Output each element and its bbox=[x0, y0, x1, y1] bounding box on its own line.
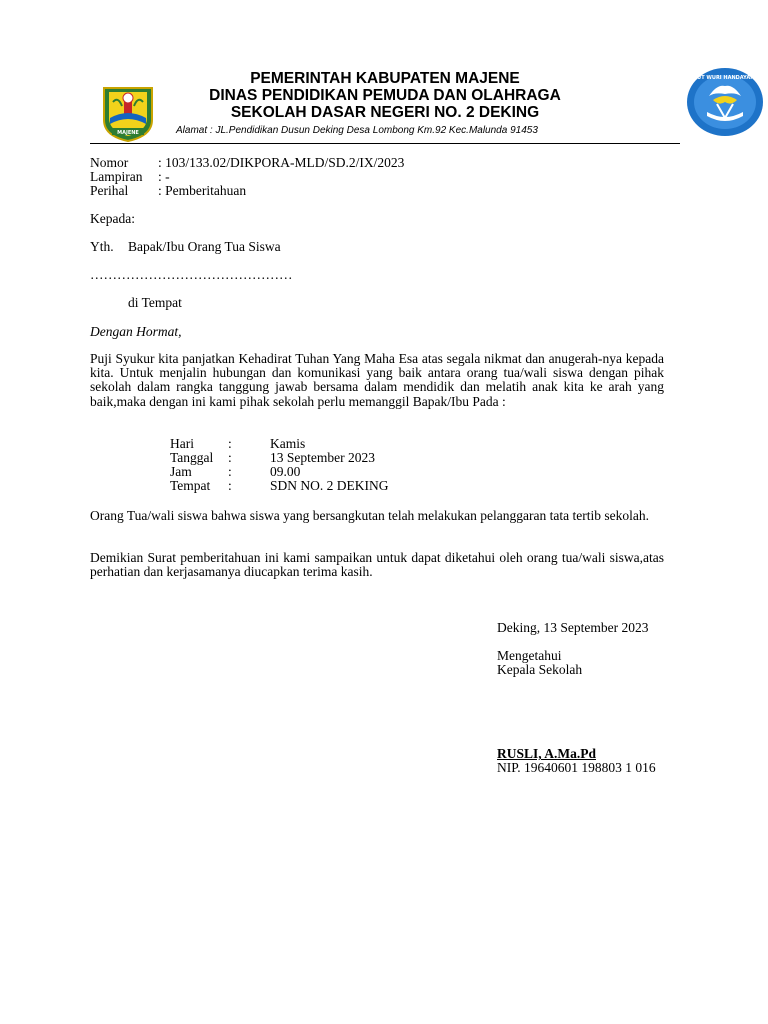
kepada-label: Kepada: bbox=[90, 211, 135, 226]
schedule-colon: : bbox=[228, 464, 232, 479]
place-date: Deking, 13 September 2023 bbox=[497, 620, 649, 635]
perihal-value: : Pemberitahuan bbox=[158, 183, 247, 198]
recipient-name: Bapak/Ibu Orang Tua Siswa bbox=[128, 239, 281, 254]
schedule-label: Jam bbox=[170, 464, 192, 479]
schedule-label: Tanggal bbox=[170, 450, 214, 465]
tut-wuri-handayani-logo bbox=[685, 66, 765, 138]
schedule-value: 09.00 bbox=[270, 464, 301, 479]
logo-text: MAJENE bbox=[117, 130, 139, 136]
schedule-colon: : bbox=[228, 450, 232, 465]
letterhead-address: Alamat : JL.Pendidikan Dusun Deking Desa Lombong Km.92 Kec.Malunda 91453 bbox=[176, 125, 538, 136]
di-tempat: di Tempat bbox=[128, 295, 182, 310]
signer-position: Kepala Sekolah bbox=[497, 662, 583, 677]
recipient-dots: ……………………………………… bbox=[90, 267, 293, 282]
schedule-label: Hari bbox=[170, 436, 194, 451]
schedule-value: Kamis bbox=[270, 436, 306, 451]
signer-name: RUSLI, A.Ma.Pd bbox=[497, 746, 597, 761]
paragraph-opening: Puji Syukur kita panjatkan Kehadirat Tuhan Yang Maha Esa atas segala nikmat dan anugerah-nya kepada kita. Untuk menjalin hubungan dan komunikasi yang baik antara orang tua/wali siswa dengan pihak sekolah dalam rangka tanggung jawab bersama dalam mendidik dan melatih anak kita ke arah yang baik,maka dengan ini kami pihak sekolah perlu memanggil Bapak/Ibu Pada : bbox=[90, 351, 664, 409]
majene-regency-emblem-logo bbox=[100, 84, 156, 142]
schedule-colon: : bbox=[228, 478, 232, 493]
schedule-colon: : bbox=[228, 436, 232, 451]
paragraph-violation: Orang Tua/wali siswa bahwa siswa yang bersangkutan telah melakukan pelanggaran tata tertib sekolah. bbox=[90, 508, 649, 523]
paragraph-closing: Demikian Surat pemberitahuan ini kami sampaikan untuk dapat diketahui oleh orang tua/wali siswa,atas perhatian dan kerjasamanya diucapkan terima kasih. bbox=[90, 550, 664, 580]
yth-label: Yth. bbox=[90, 239, 114, 254]
logo-text: TUT WURI HANDAYANI bbox=[693, 75, 757, 81]
perihal-label: Perihal bbox=[90, 183, 129, 198]
signer-nip: NIP. 19640601 198803 1 016 bbox=[497, 760, 656, 775]
letterhead-department: DINAS PENDIDIKAN PEMUDA DAN OLAHRAGA bbox=[209, 87, 561, 104]
letterhead-school: SEKOLAH DASAR NEGERI NO. 2 DEKING bbox=[230, 104, 540, 121]
nomor-label: Nomor bbox=[90, 155, 129, 170]
letterhead-divider bbox=[90, 143, 680, 144]
greeting: Dengan Hormat, bbox=[90, 324, 182, 339]
schedule-label: Tempat bbox=[170, 478, 211, 493]
letterhead bbox=[165, 70, 605, 121]
mengetahui-label: Mengetahui bbox=[497, 648, 562, 663]
schedule-value: 13 September 2023 bbox=[270, 450, 375, 465]
nomor-value: : 103/133.02/DIKPORA-MLD/SD.2/IX/2023 bbox=[158, 155, 405, 170]
lampiran-label: Lampiran bbox=[90, 169, 143, 184]
lampiran-value: : - bbox=[158, 169, 170, 184]
letterhead-government: PEMERINTAH KABUPATEN MAJENE bbox=[250, 70, 520, 87]
schedule-value: SDN NO. 2 DEKING bbox=[270, 478, 389, 493]
